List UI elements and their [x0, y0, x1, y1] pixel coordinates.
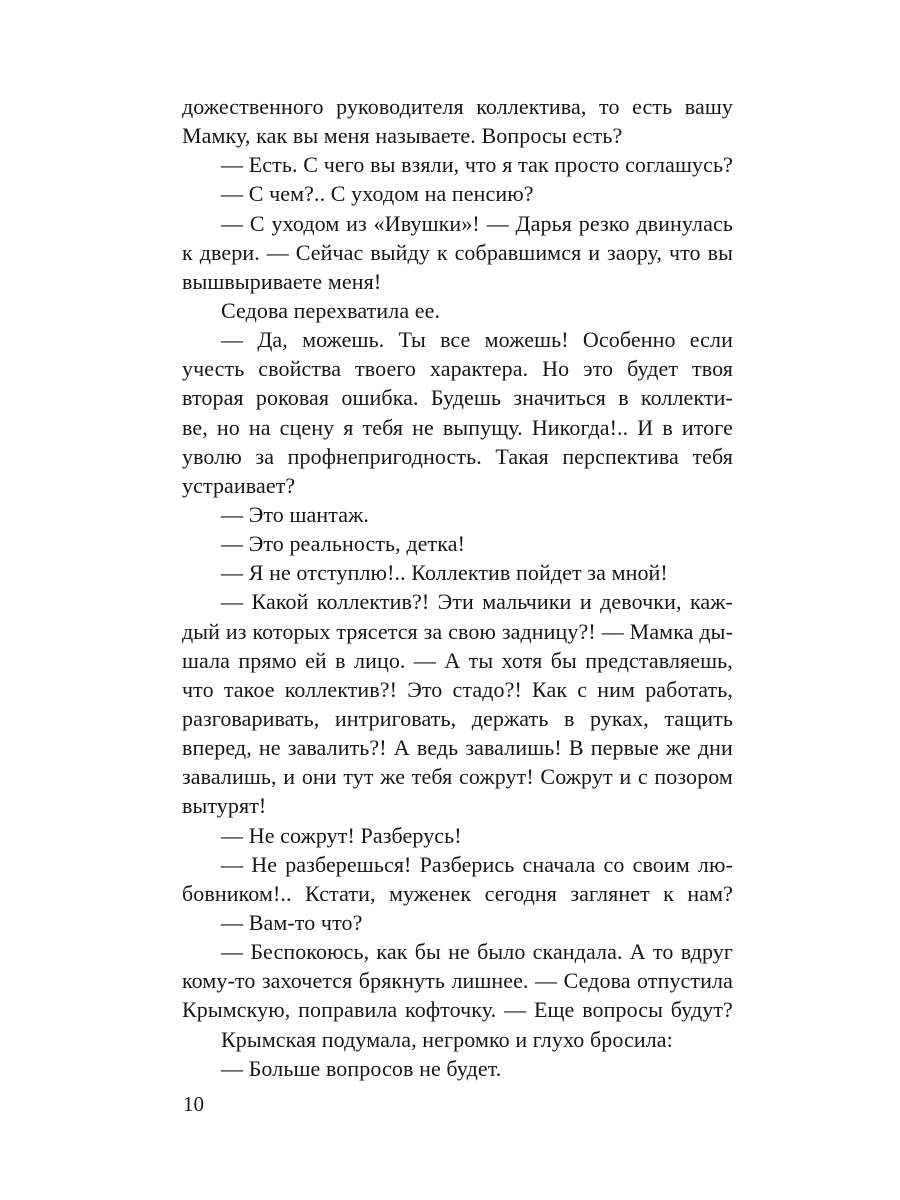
text-line: дожественного руководителя коллектива, то есть вашу	[182, 94, 733, 119]
text-line: — Есть. С чего вы взяли, что я так просто соглашусь?	[221, 152, 733, 178]
text-line: — Это шантаж.	[221, 501, 369, 527]
text-line: дый из которых трясется за свою задницу?! — Мамка ды-	[182, 618, 733, 644]
text-line: уволю за профнепригодность. Такая перспектива тебя	[182, 443, 733, 469]
text-line: разговаривать, интриговать, держать в руках, тащить	[182, 705, 733, 731]
text-line: что такое коллектив?! Это стадо?! Как с ним работать,	[182, 676, 733, 702]
text-line: — С уходом из «Ивушки»! — Дарья резко двинулась	[221, 210, 733, 236]
page-number: 10	[183, 1092, 204, 1116]
text-line: Мамку, как вы меня называете. Вопросы есть?	[182, 123, 623, 149]
text-line: — Беспокоюсь, как бы не было скандала. А то вдруг	[221, 939, 733, 965]
page-text-block	[182, 92, 733, 1083]
text-line: — С чем?.. С уходом на пенсию?	[221, 181, 534, 207]
text-line: — Это реальность, детка!	[221, 531, 466, 557]
text-line: вышвыриваете меня!	[182, 268, 382, 294]
text-line: к двери. — Сейчас выйду к собравшимся и заору, что вы	[182, 239, 733, 265]
text-line: — Вам-то что?	[221, 909, 363, 935]
text-line: Крымская подумала, негромко и глухо бросила:	[221, 1026, 673, 1052]
text-line: Седова перехватила ее.	[221, 297, 441, 323]
text-line: шала прямо ей в лицо. — А ты хотя бы представляешь,	[182, 647, 733, 673]
text-line: устраивает?	[182, 472, 296, 498]
text-line: вперед, не завалить?! А ведь завалишь! В первые же дни	[182, 735, 733, 761]
text-line: бовником!.. Кстати, муженек сегодня заглянет к нам?	[182, 880, 733, 906]
text-line: — Не разберешься! Разберись сначала со своим лю-	[221, 851, 733, 877]
text-line: — Больше вопросов не будет.	[221, 1055, 502, 1081]
text-line: — Не сожрут! Разберусь!	[221, 822, 462, 848]
text-line: — Да, можешь. Ты все можешь! Особенно если	[221, 327, 733, 353]
text-line: учесть свойства твоего характера. Но это будет твоя	[182, 356, 733, 382]
text-line: завалишь, и они тут же тебя сожрут! Сожрут и с позором	[182, 764, 733, 790]
text-line: вытурят!	[182, 793, 267, 819]
text-line: ве, но на сцену я тебя не выпущу. Никогда!.. И в итоге	[182, 414, 733, 440]
text-line: — Какой коллектив?! Эти мальчики и девочки, каж-	[221, 589, 733, 615]
text-line: — Я не отступлю!.. Коллектив пойдет за мной!	[221, 560, 668, 586]
text-line: Крымскую, поправила кофточку. — Еще вопросы будут?	[182, 997, 733, 1023]
text-line: кому-то захочется брякнуть лишнее. — Седова отпустила	[182, 968, 733, 994]
text-line: вторая роковая ошибка. Будешь значиться в коллекти-	[182, 385, 733, 411]
